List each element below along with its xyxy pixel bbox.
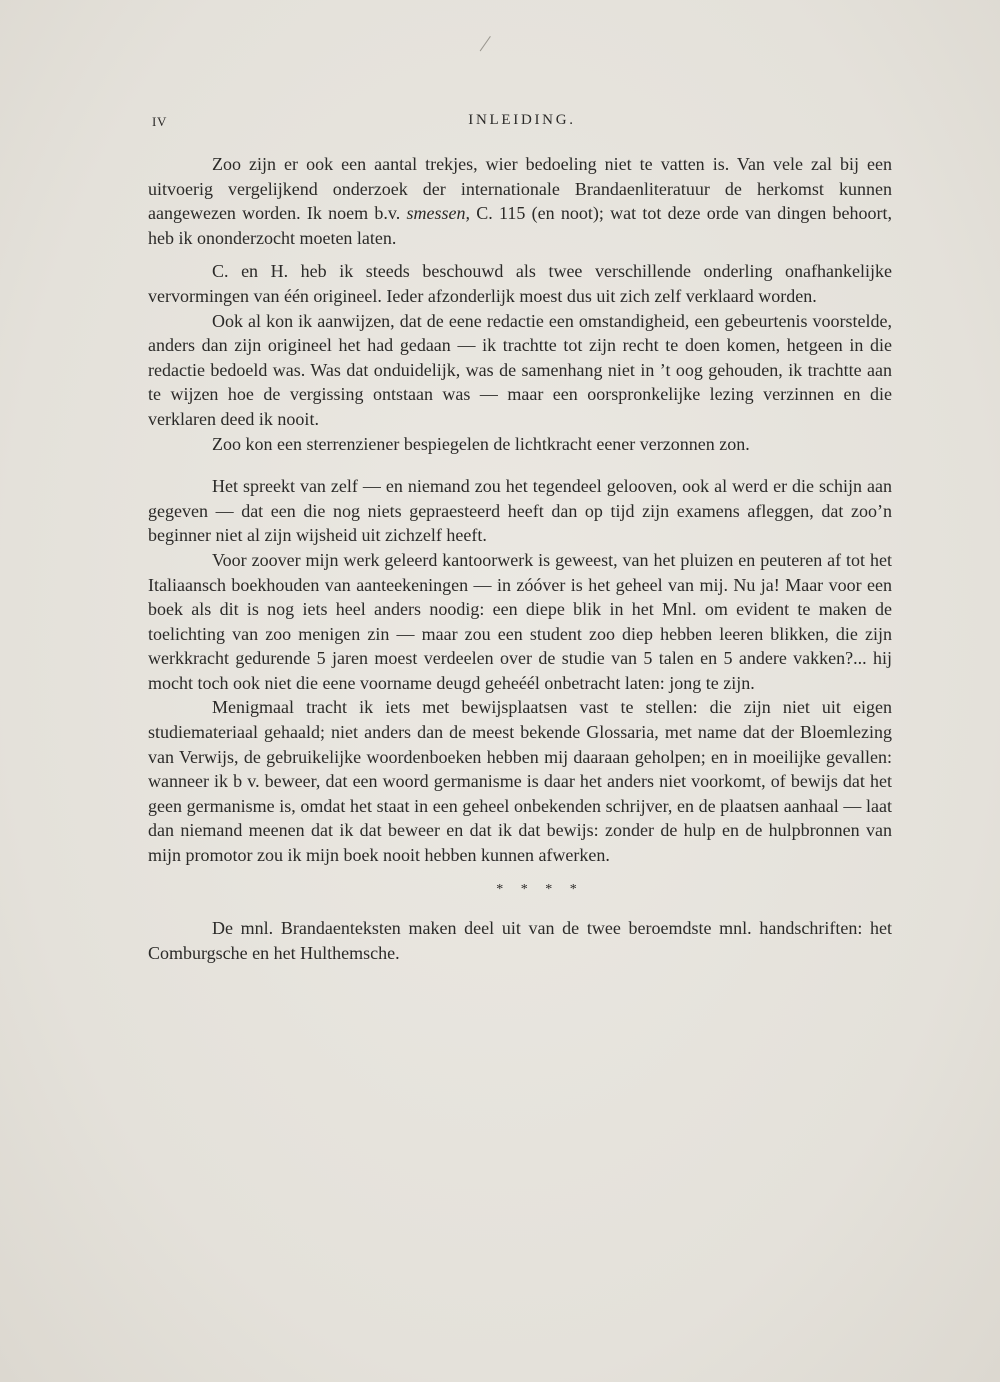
paragraph-spreekt: Het spreekt van zelf — en niemand zou het tegendeel gelooven, ook al werd er die schijn aan gegeven — dat een die nog niets gepraesteerd heeft dan op tijd zijn examens afleggen, dat zoo’n beginner niet al zijn wijsheid uit zichzelf heeft. [148,476,892,546]
page-number: IV [152,114,168,129]
paragraph-kantoorwerk: Voor zoover mijn werk geleerd kantoorwerk is geweest, van het pluizen en peuteren af tot het Italiaansch boekhouden van aanteekeningen — in zóóver is het geheel van mij. Nu ja! Maar voor een boek als dit is nog iets heel anders noodig: een diepe blik in het Mnl. om evident te maken de toelichting van zoo menigen zin — maar zou een student zoo diep hebben leeren blikken, die zijn werkkracht gedurende 5 jaren moest verdeelen over de studie van 5 talen en 5 andere vakken?... hij mocht toch ook niet die eene voorname deugd geheéél onbetracht laten: jong te zijn. [148,549,892,693]
running-title: INLEIDING. [468,112,576,128]
paragraph-handschriften: De mnl. Brandaenteksten maken deel uit van de twee beroemdste mnl. handschriften: het Comburgsche en het Hulthemsche. [148,918,892,963]
paragraph-redacties: C. en H. heb ik steeds beschouwd als twee verschillende onderling onafhankelijke vervormingen van één origineel. Ieder afzonderlijk moest dus uit zich zelf verklaard worden. [148,261,892,306]
pencil-mark [480,36,501,58]
section-break: * * * * [496,881,584,897]
page-header [152,112,892,136]
paragraph-aanwijzen: Ook al kon ik aanwijzen, dat de eene redactie een omstandigheid, een gebeurtenis voorstelde, anders dan zijn origineel het had gedaan — ik trachtte tot zijn recht te doen komen, hetgeen in die redactie bedoeld was. Was dat onduidelijk, was de samenhang niet in ’t oog gehouden, ik trachtte aan te wijzen hoe de vergissing ontstaan was — maar een oorspronkelijke lezing verzinnen en die verklaren deed ik nooit. [148,310,892,429]
paragraph-sterrenziener: Zoo kon een sterrenziener bespiegelen de lichtkracht eener verzonnen zon. [212,433,750,454]
paragraph-bewijsplaatsen: Menigmaal tracht ik iets met bewijsplaatsen vast te stellen: die zijn niet uit eigen studiemateriaal gehaald; niet anders dan de meest bekende Glossaria, met name dat der Bloemlezing van Verwijs, de gebruikelijke woordenboeken hebben mij daaraan geholpen; en in moeilijke gevallen: wanneer ik b v. beweer, dat een woord germanisme is daar het anders niet voorkomt, of bewijs dat het geen germanisme is, omdat het staat in een geheel onbekenden schrijver, en de plaatsen aanhaal — laat dan niemand meenen dat ik dat beweer en dat ik dat bewijs: zonder de hulp en de hulpbronnen van mijn promotor zou ik mijn boek nooit hebben kunnen afwerken. [148,697,892,866]
body-text [148,152,892,965]
paragraph-trekjes [148,152,892,250]
paragraph-text: Zoo zijn er ook een aantal trekjes, wier bedoeling niet te vatten is. Van vele zal bij een uitvoerig vergelijkend onderzoek der internationale Brandaenliteratuur de herkomst kunnen aangewezen worden. Ik noem b.v. [148,154,892,224]
paragraph-text: C. 115 (en noot); wat tot deze orde van dingen behoort, heb ik ononderzocht moeten laten. [148,203,892,248]
italic-term: smessen, [406,203,470,224]
